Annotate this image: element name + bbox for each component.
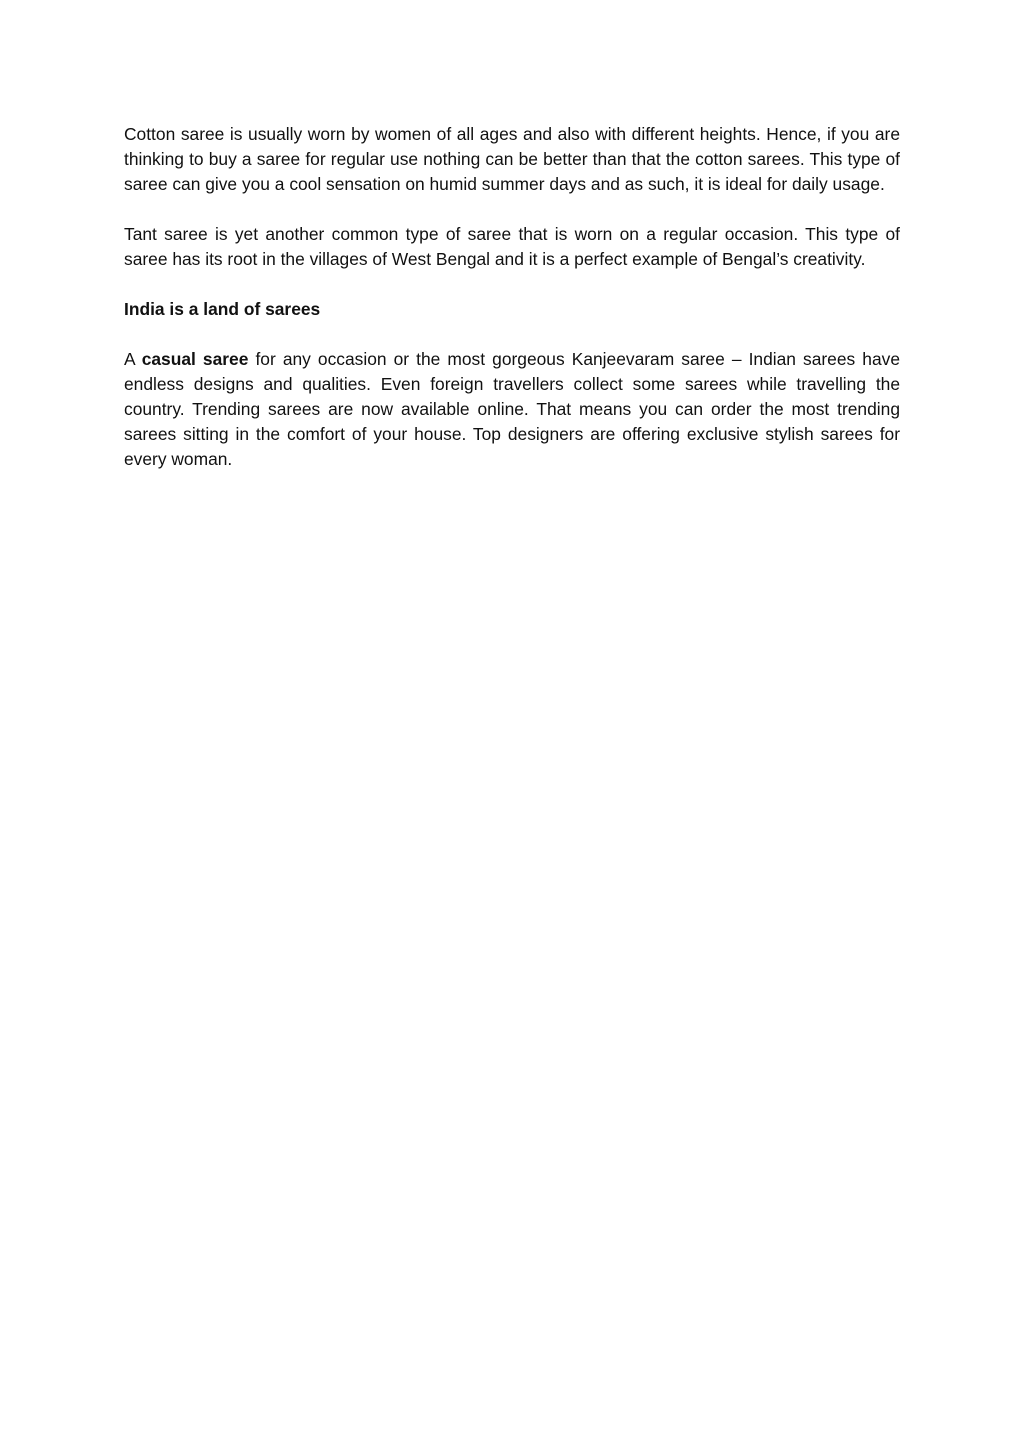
paragraph-lead-text: A — [124, 349, 142, 369]
paragraph-india-sarees — [124, 347, 900, 472]
document-body — [124, 122, 900, 497]
paragraph-cotton-saree: Cotton saree is usually worn by women of all ages and also with different heights. Hence, if you are thinking to buy a saree for regular use nothing can be better than that the cotton sarees. This type of saree can give you a cool sensation on humid summer days and as such, it is ideal for daily usage. — [124, 124, 900, 194]
casual-saree-bold-text: casual saree — [141, 349, 249, 369]
paragraph-tant-saree: Tant saree is yet another common type of saree that is worn on a regular occasion. This type of saree has its root in the villages of West Bengal and it is a perfect example of Bengal’s creativity. — [124, 224, 900, 269]
section-heading: India is a land of sarees — [124, 299, 321, 319]
paragraph-rest-text: for any occasion or the most gorgeous Kanjeevaram saree – Indian sarees have endless designs and qualities. Even foreign travellers collect some sarees while travelling the country. Trending sarees are now available online. That means you can order the most trending sarees sitting in the comfort of your house. Top designers are offering exclusive stylish sarees for every woman. — [124, 349, 900, 469]
